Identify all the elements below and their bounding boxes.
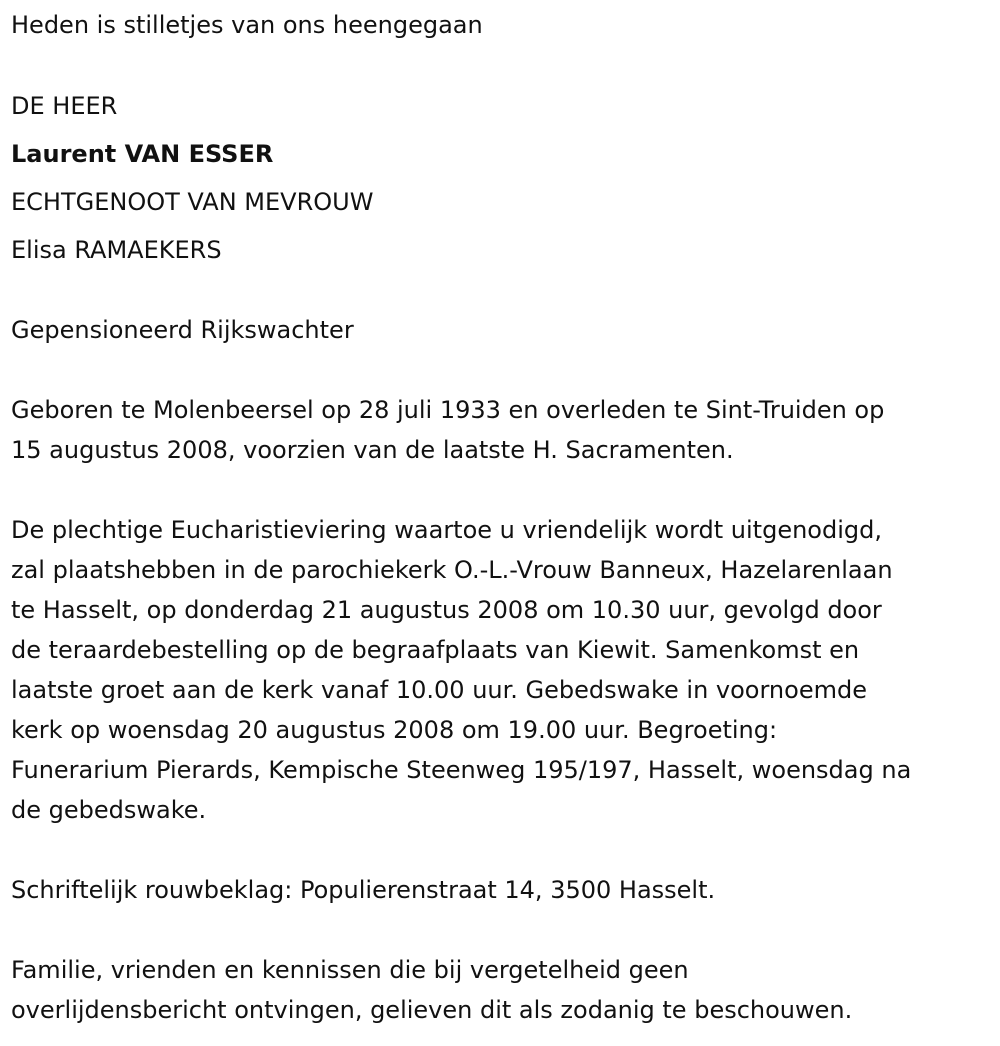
spouse-label: ECHTGENOOT VAN MEVROUW: [11, 188, 374, 216]
occupation-line: Gepensioneerd Rijkswachter: [11, 316, 354, 344]
ceremony-line: zal plaatshebben in de parochiekerk O.-L.-Vrouw Banneux, Hazelarenlaan: [11, 556, 893, 584]
notice-line: Familie, vrienden en kennissen die bij vergetelheid geen: [11, 956, 689, 984]
intro-line: Heden is stilletjes van ons heengegaan: [11, 11, 483, 39]
ceremony-line: Funerarium Pierards, Kempische Steenweg 195/197, Hasselt, woensdag na: [11, 756, 912, 784]
ceremony-line: De plechtige Eucharistieviering waartoe u vriendelijk wordt uitgenodigd,: [11, 516, 882, 544]
ceremony-line: laatste groet aan de kerk vanaf 10.00 uur. Gebedswake in voornoemde: [11, 676, 867, 704]
condolences-line: Schriftelijk rouwbeklag: Populierenstraat 14, 3500 Hasselt.: [11, 876, 716, 904]
deceased-name: Laurent VAN ESSER: [11, 140, 274, 168]
spouse-name: Elisa RAMAEKERS: [11, 236, 222, 264]
birth-death-line: 15 augustus 2008, voorzien van de laatste H. Sacramenten.: [11, 436, 734, 464]
ceremony-line: kerk op woensdag 20 augustus 2008 om 19.00 uur. Begroeting:: [11, 716, 778, 744]
ceremony-line: te Hasselt, op donderdag 21 augustus 2008 om 10.30 uur, gevolgd door: [11, 596, 882, 624]
title-line: DE HEER: [11, 92, 118, 120]
ceremony-line: de teraardebestelling op de begraafplaats van Kiewit. Samenkomst en: [11, 636, 860, 664]
birth-death-line: Geboren te Molenbeersel op 28 juli 1933 en overleden te Sint-Truiden op: [11, 396, 885, 424]
notice-line: overlijdensbericht ontvingen, gelieven dit als zodanig te beschouwen.: [11, 996, 853, 1024]
ceremony-line: de gebedswake.: [11, 796, 207, 824]
